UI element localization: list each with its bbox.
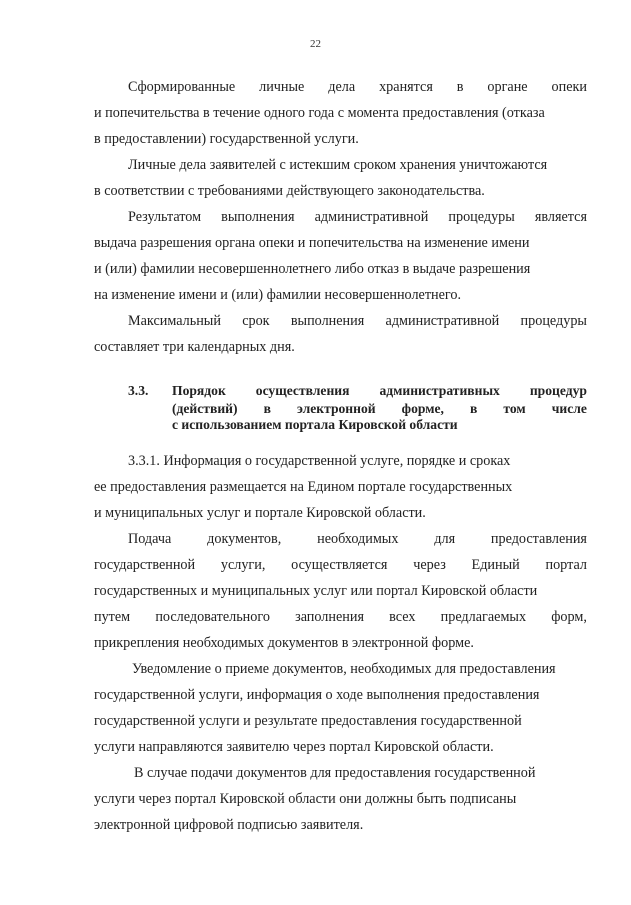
word: услуги,: [220, 557, 266, 573]
word: заполнения: [295, 609, 364, 625]
word: Результатом: [128, 209, 202, 225]
word: портал: [545, 557, 587, 573]
word: для: [434, 531, 456, 547]
s3-line-3: государственной услуги и результате предоставления государственной: [94, 713, 522, 729]
word: опеки: [551, 79, 587, 95]
word: дела: [328, 79, 356, 95]
section-title-line-3: с использованием портала Кировской области: [172, 417, 458, 432]
s2-line-1: [128, 530, 587, 548]
word: том: [503, 401, 526, 416]
word: последовательного: [155, 609, 270, 625]
word: форме,: [401, 401, 444, 416]
p1-line-3: в предоставлении) государственной услуги.: [94, 131, 359, 147]
word: числе: [551, 401, 587, 416]
word: административной: [314, 209, 429, 225]
word: осуществляется: [291, 557, 388, 573]
p2-line-1: Личные дела заявителей с истекшим сроком хранения уничтожаются: [128, 157, 548, 173]
word: государственной: [94, 557, 196, 573]
word: осуществления: [255, 383, 350, 398]
word: необходимых: [317, 531, 399, 547]
word: Порядок: [172, 383, 226, 398]
p1-line-2: и попечительства в течение одного года с момента предоставления (отказа: [94, 105, 545, 121]
p1-line-1: [128, 78, 587, 96]
word: является: [534, 209, 587, 225]
word: хранятся: [379, 79, 433, 95]
s2-line-4: [94, 608, 587, 626]
word: органе: [487, 79, 528, 95]
p4-line-2: составляет три календарных дня.: [94, 339, 295, 355]
word: административной: [385, 313, 500, 329]
word: в: [469, 401, 478, 416]
s4-line-3: электронной цифровой подписью заявителя.: [94, 817, 364, 833]
word: процедуры: [520, 313, 587, 329]
word: административных: [379, 383, 500, 398]
word: предоставления: [490, 531, 587, 547]
word: предлагаемых: [440, 609, 527, 625]
word: всех: [389, 609, 416, 625]
word: в: [263, 401, 271, 416]
s3-line-4: услуги направляются заявителю через портал Кировской области.: [94, 739, 494, 755]
p3-line-1: [128, 208, 587, 226]
word: через: [413, 557, 446, 573]
word: Единый: [471, 557, 520, 573]
s3-line-2: государственной услуги, информация о ходе выполнения предоставления: [94, 687, 540, 703]
p4-line-1: [128, 312, 587, 330]
word: процедур: [529, 383, 587, 398]
s2-line-2: [94, 556, 587, 574]
word: срок: [242, 313, 270, 329]
s4-line-1: В случае подачи документов для предоставления государственной: [134, 765, 536, 781]
p3-line-4: на изменение имени и (или) фамилии несовершеннолетнего.: [94, 287, 462, 303]
s3-line-1: Уведомление о приеме документов, необходимых для предоставления: [132, 661, 556, 677]
word: Максимальный: [128, 313, 221, 329]
word: личные: [259, 79, 305, 95]
s2-line-5: прикрепления необходимых документов в электронной форме.: [94, 635, 474, 651]
s1-line-3: и муниципальных услуг и портале Кировской области.: [94, 505, 426, 521]
word: форм,: [551, 609, 587, 625]
word: Сформированные: [128, 79, 236, 95]
word: процедуры: [448, 209, 515, 225]
p3-line-2: выдача разрешения органа опеки и попечительства на изменение имени: [94, 235, 530, 251]
word: выполнения: [290, 313, 365, 329]
p3-line-3: и (или) фамилии несовершеннолетнего либо отказ в выдаче разрешения: [94, 261, 531, 277]
p2-line-2: в соответствии с требованиями действующего законодательства.: [94, 183, 485, 199]
section-title-line-1: [172, 382, 587, 400]
s4-line-2: услуги через портал Кировской области они должны быть подписаны: [94, 791, 517, 807]
s1-line-2: ее предоставления размещается на Едином портале государственных: [94, 479, 513, 495]
word: (действий): [172, 401, 238, 416]
word: путем: [94, 609, 131, 625]
section-number: 3.3.: [128, 383, 149, 398]
page-number: 22: [310, 38, 321, 50]
word: в: [456, 79, 464, 95]
word: Подача: [128, 531, 172, 547]
word: выполнения: [221, 209, 295, 225]
s2-line-3: государственных и муниципальных услуг или портал Кировской области: [94, 583, 538, 599]
word: документов,: [207, 531, 282, 547]
word: электронной: [296, 401, 376, 416]
s1-line-1: 3.3.1. Информация о государственной услуге, порядке и сроках: [128, 453, 511, 469]
